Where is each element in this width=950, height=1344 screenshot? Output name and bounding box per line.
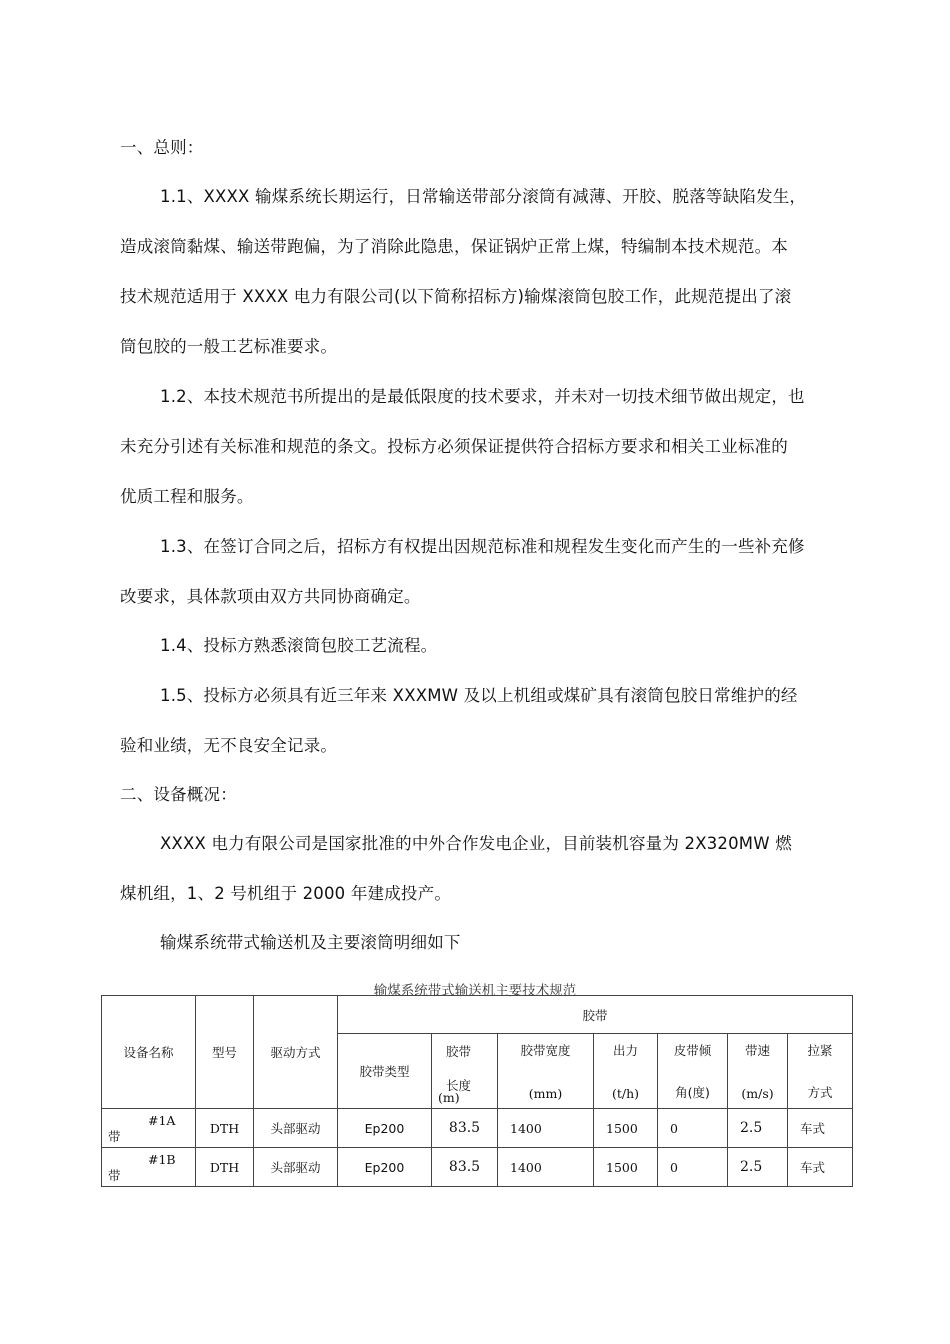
- cell-length: 83.5: [432, 1148, 498, 1187]
- header-width-label: 胶带宽度: [520, 1043, 571, 1058]
- cell-width: 1400: [498, 1109, 594, 1148]
- cell-incline: 0: [658, 1148, 728, 1187]
- header-speed-label: 带速: [744, 1043, 770, 1058]
- header-length-unit: (m): [438, 1090, 460, 1105]
- paragraph-1-5-line-1: 1.5、投标方必须具有近三年来 XXXMW 及以上机组或煤矿具有滚筒包胶日常维护的经: [160, 686, 798, 705]
- table-row: [102, 1109, 853, 1148]
- cell-name: [102, 1148, 196, 1187]
- paragraph-1-1-line-2: 造成滚筒黏煤、输送带跑偏，为了消除此隐患，保证锅炉正常上煤，特编制本技术规范。本: [120, 237, 788, 256]
- cell-speed: 2.5: [728, 1109, 788, 1148]
- header-output-label: 出力: [612, 1043, 638, 1058]
- paragraph-1-5-line-2: 验和业绩，无不良安全记录。: [120, 736, 338, 755]
- paragraph-2-1-line-2: 煤机组，1、2 号机组于 2000 年建成投产。: [120, 884, 452, 903]
- header-incline-top: 皮带倾: [673, 1043, 712, 1058]
- cell-name-number: #1B: [148, 1152, 176, 1167]
- header-output: [594, 1034, 658, 1109]
- cell-incline: 0: [658, 1109, 728, 1148]
- table-caption: 输煤系统带式输送机主要技术规范: [373, 983, 577, 999]
- cell-model: DTH: [196, 1148, 254, 1187]
- cell-name: [102, 1109, 196, 1148]
- header-tension-bottom: 方式: [807, 1085, 833, 1100]
- cell-output: 1500: [594, 1148, 658, 1187]
- header-drive: 驱动方式: [254, 996, 338, 1109]
- cell-name-suffix: 带: [108, 1168, 121, 1183]
- header-model: 型号: [196, 996, 254, 1109]
- cell-tension: 车式: [788, 1148, 853, 1187]
- cell-output: 1500: [594, 1109, 658, 1148]
- paragraph-1-2-line-2: 未充分引述有关标准和规范的条文。投标方必须保证提供符合招标方要求和相关工业标准的: [120, 437, 788, 456]
- section-1-title: 一、总则：: [120, 138, 204, 157]
- header-speed: [728, 1034, 788, 1109]
- cell-name-number: #1A: [148, 1113, 176, 1128]
- header-length-top: 胶带: [446, 1044, 472, 1059]
- paragraph-1-1-line-4: 筒包胶的一般工艺标准要求。: [120, 337, 338, 356]
- header-output-unit: (t/h): [611, 1086, 640, 1101]
- header-speed-unit: (m/s): [741, 1086, 774, 1101]
- conveyor-spec-table: [101, 995, 853, 1187]
- paragraph-1-1-line-1: 1.1、XXXX 输煤系统长期运行，日常输送带部分滚筒有减薄、开胶、脱落等缺陷发生，: [160, 187, 807, 206]
- cell-tension: 车式: [788, 1109, 853, 1148]
- header-incline-bottom: 角(度): [675, 1085, 710, 1100]
- paragraph-1-4: 1.4、投标方熟悉滚筒包胶工艺流程。: [160, 636, 438, 655]
- header-tension: [788, 1034, 853, 1109]
- header-belt-group: 胶带: [338, 996, 853, 1034]
- paragraph-2-1-line-1: XXXX 电力有限公司是国家批准的中外合作发电企业，目前装机容量为 2X320MW 燃: [160, 834, 792, 853]
- section-2-title: 二、设备概况：: [120, 785, 237, 804]
- paragraph-2-2: 输煤系统带式输送机及主要滚筒明细如下: [160, 933, 461, 952]
- cell-drive: 头部驱动: [254, 1109, 338, 1148]
- paragraph-1-2-line-3: 优质工程和服务。: [120, 487, 254, 506]
- header-length: [432, 1034, 498, 1109]
- paragraph-1-3-line-1: 1.3、在签订合同之后，招标方有权提出因规范标准和规程发生变化而产生的一些补充修: [160, 537, 805, 556]
- header-length-mid: 长度: [446, 1078, 472, 1093]
- cell-model: DTH: [196, 1109, 254, 1148]
- table-row: [102, 1148, 853, 1187]
- header-width: [498, 1034, 594, 1109]
- cell-width: 1400: [498, 1148, 594, 1187]
- cell-belt-type: Ep200: [338, 1148, 432, 1187]
- header-name: 设备名称: [102, 996, 196, 1109]
- header-tension-top: 拉紧: [807, 1043, 833, 1058]
- header-belt-type: 胶带类型: [338, 1034, 432, 1109]
- cell-speed: 2.5: [728, 1148, 788, 1187]
- paragraph-1-1-line-3: 技术规范适用于 XXXX 电力有限公司(以下简称招标方)输煤滚筒包胶工作，此规范提出了滚: [120, 287, 792, 306]
- paragraph-1-2-line-1: 1.2、本技术规范书所提出的是最低限度的技术要求，并未对一切技术细节做出规定，也: [160, 387, 805, 406]
- paragraph-1-3-line-2: 改要求，具体款项由双方共同协商确定。: [120, 587, 421, 606]
- cell-drive: 头部驱动: [254, 1148, 338, 1187]
- cell-length: 83.5: [432, 1109, 498, 1148]
- header-width-unit: (mm): [528, 1086, 563, 1101]
- header-incline: [658, 1034, 728, 1109]
- cell-name-suffix: 带: [108, 1129, 121, 1144]
- cell-belt-type: Ep200: [338, 1109, 432, 1148]
